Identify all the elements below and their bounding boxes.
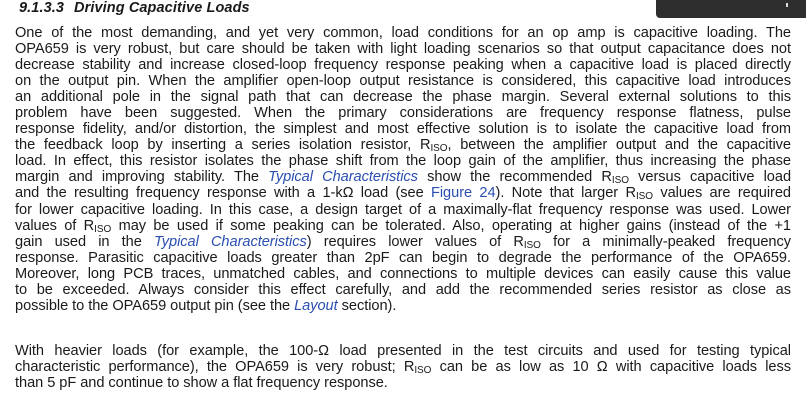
subscript: ISO [635, 191, 654, 202]
text-fragment: gain used in the [15, 233, 154, 250]
text-fragment: ) requires lower values of R [306, 233, 524, 250]
text-fragment: section). [337, 297, 397, 314]
text-fragment: , between the amplifier output and the capacitive [447, 137, 791, 154]
text-line [15, 359, 791, 375]
typical-characteristics-link[interactable]: Typical Characteristics [268, 169, 418, 186]
section-number: 9.1.3.3 [19, 0, 65, 16]
section-title: Driving Capacitive Loads [74, 0, 250, 16]
figure-24-link[interactable]: Figure 24 [431, 185, 496, 202]
subscript: ISO [430, 143, 448, 154]
text-fragment: for a minimally-peaked frequency [540, 233, 791, 250]
text-line [15, 298, 791, 314]
layout-link[interactable]: Layout [294, 297, 338, 314]
typical-characteristics-link[interactable]: Typical Characteristics [153, 233, 307, 250]
section-heading [19, 0, 250, 16]
text-line: response. Parasitic capacitive loads greater than 2pF can begin to degrade the performance of the OPA659. [15, 249, 791, 266]
text-fragment: and the resulting frequency response with a 1-kΩ load (see [15, 185, 431, 202]
text-line: One of the most demanding, and yet very common, load conditions for an op amp is capacitive loading. The [15, 25, 791, 41]
text-line: an additional pole in the signal path that can decrease the phase margin. Several external solutions to this [15, 89, 791, 106]
text-line [15, 218, 791, 234]
text-line: With heavier loads (for example, the 100-Ω load presented in the test circuits and used for testing typical [15, 343, 791, 359]
text-line: on the output pin. When the amplifier open-loop output resistance is considered, this capacitive load introduces [15, 73, 791, 90]
text-fragment: possible to the OPA659 output pin (see the [15, 297, 295, 314]
text-fragment: can be as low as 10 Ω with capacitive loads less [431, 359, 791, 376]
subscript: ISO [414, 365, 432, 376]
subscript: ISO [523, 239, 541, 250]
paragraph-1 [15, 25, 791, 314]
text-line: OPA659 is very robust, but care should be taken with light loading scenarios so that output capacitance does not [15, 41, 791, 58]
text-line: than 5 pF and continue to show a flat frequency response. [15, 375, 388, 392]
text-fragment: show the recommended R [417, 169, 612, 186]
text-line: decrease stability and increase closed-loop frequency response peaking when a capacitive load is placed directly [15, 57, 791, 74]
text-fragment: ). Note that larger R [495, 185, 636, 202]
text-line [15, 169, 791, 185]
text-fragment: versus capacitive load [628, 169, 791, 186]
text-line: for lower capacitive loading. In this case, a design target of a maximally-flat frequency response was used. Lower [15, 201, 791, 218]
text-line [15, 234, 791, 250]
text-line [15, 137, 791, 153]
text-fragment: may be used if some peaking can be tolerated. Also, operating at higher gains (instead of the +1 [111, 217, 791, 234]
text-line: to be exceeded. Always consider this effect carefully, and add the recommended series resistor as close as [15, 281, 791, 298]
subscript: ISO [611, 175, 629, 186]
text-fragment: values of R [15, 217, 95, 234]
text-fragment: the feedback loop by inserting a series isolation resistor, R [15, 137, 431, 154]
text-line: response fidelity, and/or distortion, the simplest and most effective solution is to isolate the capacitive load from [15, 121, 791, 138]
text-line: load. In effect, this resistor isolates the phase shift from the loop gain of the amplifier, thus increasing the phase [15, 153, 791, 170]
text-fragment: margin and improving stability. The [15, 169, 269, 186]
text-line: Moreover, long PCB traces, unmatched cables, and connections to multiple devices can easily cause this value [15, 265, 791, 282]
text-line: problem have been suggested. When the primary considerations are frequency response flatness, pulse [15, 105, 791, 122]
text-line [15, 185, 791, 201]
text-fragment: values are required [653, 185, 791, 202]
text-fragment: characteristic performance), the OPA659 is very robust; R [15, 359, 415, 376]
paragraph-2 [15, 343, 791, 391]
toolbar-tab[interactable] [656, 0, 806, 18]
subscript: ISO [94, 223, 112, 234]
